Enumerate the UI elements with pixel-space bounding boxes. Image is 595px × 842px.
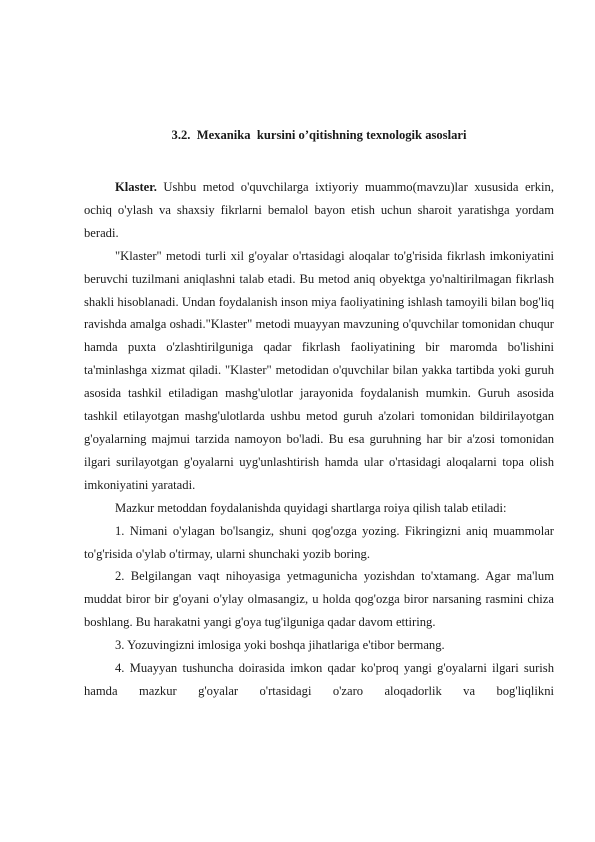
list-item-1 <box>84 520 554 566</box>
paragraph-text: 2. Belgilangan vaqt nihoyasiga yetmagunicha yozishdan to'xtamang. Agar ma'lum muddat biror bir g'oyani o'ylay olmasangiz, u holda qog'ozga biror narsaning rasmini chiza boshlang. Bu harakatni yangi g'oya tug'ilguniga qadar davom ettiring. <box>84 569 554 630</box>
paragraph-text: 1. Nimani o'ylagan bo'lsangiz, shuni qog'ozga yozing. Fikringizni aniq muammolar to'g'risida o'ylab o'tirmay, ularni shunchaki yozib boring. <box>84 523 554 561</box>
list-item-3 <box>84 634 554 657</box>
paragraph-klaster-description <box>84 245 554 497</box>
paragraph-conditions-intro <box>84 497 554 520</box>
list-item-2 <box>84 565 554 634</box>
paragraph-text: Mazkur metoddan foydalanishda quyidagi shartlarga roiya qilish talab etiladi: <box>115 500 507 515</box>
paragraph-lead: Klaster. <box>115 180 157 194</box>
paragraph-klaster-intro <box>84 176 554 245</box>
paragraph-text: 3. Yozuvingizni imlosiga yoki boshqa jihatlariga e'tibor bermang. <box>115 638 445 653</box>
body-text <box>84 176 554 703</box>
paragraph-text: "Klaster" metodi turli xil g'oyalar o'rtasidagi aloqalar to'g'risida fikrlash imkoniyatini beruvchi tuzilmani aniqlashni talab etadi. Bu metod aniq obyektga yo'naltirilmagan fikrlash shakli hisoblanadi. Undan foydalanish inson miya faoliyatining ishlash tamoyili bilan bog'liq ravishda amalga oshadi."Klaster" metodi muayyan mavzuning o'quvchilar tomonidan chuqur hamda puxta o'zlashtirilguniga qadar fikrlash faoliyatining bir maromda bo'lishini ta'minlashga xizmat qiladi. "Klaster" metodidan o'quvchilar bilan yakka tartibda yoki guruh asosida tashkil etiladigan mashg'ulotlar jarayonida foydalanish mumkin. Guruh asosida tashkil etilayotgan mashg'ulotlarda ushbu metod guruh a'zolari tomonidan bildirilayotgan g'oyalarning majmui tarzida namoyon bo'ladi. Bu esa guruhning har bir a'zosi tomonidan ilgari surilayotgan g'oyalarni uyg'unlashtirish hamda ular o'rtasidagi aloqalarni topa olish imkoniyatini yaratadi. <box>84 248 554 492</box>
paragraph-text: Ushbu metod o'quvchilarga ixtiyoriy muammo(mavzu)lar xususida erkin, ochiq o'ylash va shaxsiy fikrlarni bemalol bayon etish uchun sharoit yaratishga yordam beradi. <box>84 180 554 240</box>
list-item-4 <box>84 657 554 703</box>
section-heading: 3.2. Mexanika kursini o’qitishning texnologik asoslari <box>171 128 467 142</box>
paragraph-text: 4. Muayyan tushuncha doirasida imkon qadar ko'proq yangi g'oyalarni ilgari surish hamda mazkur g'oyalar o'rtasidagi o'zaro aloqadorlik va bog'liqlikni <box>84 661 554 698</box>
